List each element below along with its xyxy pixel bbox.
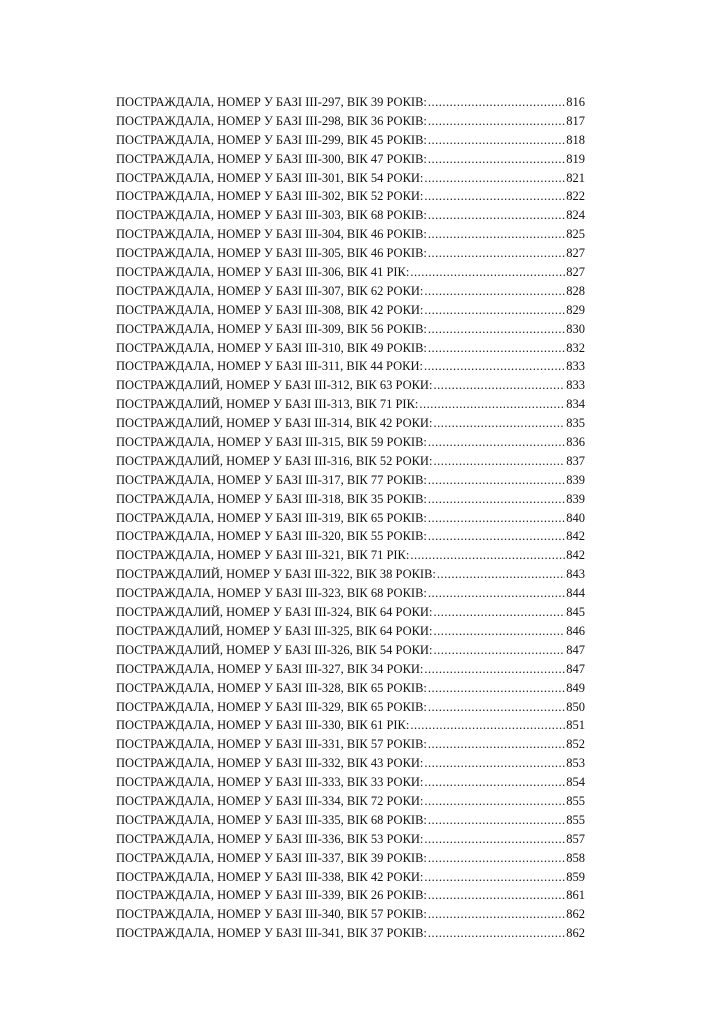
- toc-entry[interactable]: [116, 359, 585, 378]
- toc-page-number: 854: [566, 775, 585, 790]
- toc-dot-leader: [424, 832, 565, 847]
- toc-dot-leader: [428, 473, 565, 488]
- toc-dot-leader: [428, 851, 565, 866]
- toc-dot-leader: [428, 152, 565, 167]
- toc-page-number: 827: [566, 265, 585, 280]
- toc-entry-title: ПОСТРАЖДАЛИЙ, НОМЕР У БАЗІ ІІІ-322, ВІК 38 РОКІВ:: [116, 567, 436, 582]
- toc-dot-leader: [424, 662, 565, 677]
- toc-dot-leader: [424, 359, 565, 374]
- toc-dot-leader: [424, 756, 565, 771]
- toc-entry[interactable]: [116, 246, 585, 265]
- toc-entry[interactable]: [116, 208, 585, 227]
- toc-entry-title: ПОСТРАЖДАЛА, НОМЕР У БАЗІ ІІІ-315, ВІК 59 РОКІВ:: [116, 435, 427, 450]
- toc-entry-title: ПОСТРАЖДАЛИЙ, НОМЕР У БАЗІ ІІІ-324, ВІК 64 РОКИ:: [116, 605, 433, 620]
- toc-dot-leader: [424, 870, 565, 885]
- toc-entry[interactable]: [116, 492, 585, 511]
- toc-entry[interactable]: [116, 794, 585, 813]
- toc-dot-leader: [428, 227, 565, 242]
- toc-entry-title: ПОСТРАЖДАЛА, НОМЕР У БАЗІ ІІІ-307, ВІК 62 РОКИ:: [116, 283, 424, 298]
- toc-dot-leader: [428, 926, 565, 941]
- toc-entry[interactable]: [116, 756, 585, 775]
- toc-page-number: 842: [566, 529, 585, 544]
- toc-entry-title: ПОСТРАЖДАЛИЙ, НОМЕР У БАЗІ ІІІ-312, ВІК 63 РОКИ:: [116, 378, 433, 393]
- toc-page-number: 832: [566, 340, 585, 355]
- toc-dot-leader: [428, 322, 565, 337]
- toc-entry-title: ПОСТРАЖДАЛА, НОМЕР У БАЗІ ІІІ-336, ВІК 53 РОКИ:: [116, 831, 424, 846]
- toc-dot-leader: [437, 567, 565, 582]
- toc-entry-title: ПОСТРАЖДАЛА, НОМЕР У БАЗІ ІІІ-304, ВІК 46 РОКІВ:: [116, 227, 427, 242]
- toc-dot-leader: [433, 454, 565, 469]
- toc-entry[interactable]: [116, 775, 585, 794]
- toc-entry-title: ПОСТРАЖДАЛА, НОМЕР У БАЗІ ІІІ-331, ВІК 57 РОКІВ:: [116, 737, 427, 752]
- toc-page-number: 830: [566, 321, 585, 336]
- table-of-contents: [116, 95, 585, 945]
- toc-entry[interactable]: [116, 700, 585, 719]
- toc-entry-title: ПОСТРАЖДАЛИЙ, НОМЕР У БАЗІ ІІІ-325, ВІК 64 РОКИ:: [116, 623, 433, 638]
- toc-dot-leader: [428, 246, 565, 261]
- toc-entry[interactable]: [116, 737, 585, 756]
- toc-page-number: 836: [566, 435, 585, 450]
- toc-dot-leader: [428, 529, 565, 544]
- toc-entry[interactable]: [116, 870, 585, 889]
- toc-page-number: 843: [566, 567, 585, 582]
- toc-entry[interactable]: [116, 435, 585, 454]
- toc-entry-title: ПОСТРАЖДАЛИЙ, НОМЕР У БАЗІ ІІІ-326, ВІК 54 РОКИ:: [116, 642, 433, 657]
- toc-page-number: 833: [566, 378, 585, 393]
- toc-entry-title: ПОСТРАЖДАЛА, НОМЕР У БАЗІ ІІІ-302, ВІК 52 РОКИ:: [116, 189, 424, 204]
- toc-page-number: 840: [566, 510, 585, 525]
- toc-entry-title: ПОСТРАЖДАЛА, НОМЕР У БАЗІ ІІІ-305, ВІК 46 РОКІВ:: [116, 246, 427, 261]
- toc-entry-title: ПОСТРАЖДАЛА, НОМЕР У БАЗІ ІІІ-319, ВІК 65 РОКІВ:: [116, 510, 427, 525]
- toc-entry[interactable]: [116, 586, 585, 605]
- toc-entry[interactable]: [116, 227, 585, 246]
- toc-entry[interactable]: [116, 303, 585, 322]
- toc-entry-title: ПОСТРАЖДАЛА, НОМЕР У БАЗІ ІІІ-335, ВІК 68 РОКІВ:: [116, 812, 427, 827]
- toc-page-number: 824: [566, 208, 585, 223]
- toc-entry[interactable]: [116, 605, 585, 624]
- toc-page-number: 855: [566, 812, 585, 827]
- toc-entry-title: ПОСТРАЖДАЛА, НОМЕР У БАЗІ ІІІ-341, ВІК 37 РОКІВ:: [116, 926, 427, 941]
- toc-entry-title: ПОСТРАЖДАЛА, НОМЕР У БАЗІ ІІІ-297, ВІК 39 РОКІВ:: [116, 95, 427, 109]
- toc-page-number: 839: [566, 491, 585, 506]
- toc-entry[interactable]: [116, 95, 585, 114]
- toc-entry-title: ПОСТРАЖДАЛА, НОМЕР У БАЗІ ІІІ-337, ВІК 39 РОКІВ:: [116, 850, 427, 865]
- toc-page-number: 819: [566, 151, 585, 166]
- toc-entry-title: ПОСТРАЖДАЛА, НОМЕР У БАЗІ ІІІ-310, ВІК 49 РОКІВ:: [116, 340, 427, 355]
- toc-page-number: 862: [566, 907, 585, 922]
- toc-entry[interactable]: [116, 643, 585, 662]
- toc-page-number: 846: [566, 623, 585, 638]
- toc-entry[interactable]: [116, 397, 585, 416]
- toc-page-number: 818: [566, 132, 585, 147]
- toc-page-number: 862: [566, 926, 585, 941]
- toc-page-number: 847: [566, 642, 585, 657]
- toc-entry[interactable]: [116, 473, 585, 492]
- toc-page-number: 833: [566, 359, 585, 374]
- toc-entry-title: ПОСТРАЖДАЛА, НОМЕР У БАЗІ ІІІ-318, ВІК 35 РОКІВ:: [116, 491, 427, 506]
- toc-entry-title: ПОСТРАЖДАЛА, НОМЕР У БАЗІ ІІІ-311, ВІК 44 РОКИ:: [116, 359, 423, 374]
- toc-entry-title: ПОСТРАЖДАЛА, НОМЕР У БАЗІ ІІІ-317, ВІК 77 РОКІВ:: [116, 472, 427, 487]
- toc-page-number: 858: [566, 850, 585, 865]
- toc-page-number: 850: [566, 699, 585, 714]
- toc-dot-leader: [433, 378, 565, 393]
- toc-page-number: 847: [566, 661, 585, 676]
- toc-entry-title: ПОСТРАЖДАЛА, НОМЕР У БАЗІ ІІІ-339, ВІК 26 РОКІВ:: [116, 888, 427, 903]
- toc-dot-leader: [419, 397, 565, 412]
- toc-entry[interactable]: [116, 926, 585, 945]
- toc-entry-title: ПОСТРАЖДАЛА, НОМЕР У БАЗІ ІІІ-327, ВІК 34 РОКИ:: [116, 661, 424, 676]
- toc-entry[interactable]: [116, 681, 585, 700]
- toc-dot-leader: [424, 303, 565, 318]
- toc-page-number: 859: [566, 869, 585, 884]
- toc-dot-leader: [424, 284, 565, 299]
- toc-entry-title: ПОСТРАЖДАЛА, НОМЕР У БАЗІ ІІІ-321, ВІК 71 РІК:: [116, 548, 410, 563]
- toc-entry-title: ПОСТРАЖДАЛА, НОМЕР У БАЗІ ІІІ-340, ВІК 57 РОКІВ:: [116, 907, 427, 922]
- toc-entry[interactable]: [116, 662, 585, 681]
- toc-dot-leader: [428, 435, 565, 450]
- toc-page-number: 816: [566, 95, 585, 109]
- toc-entry-title: ПОСТРАЖДАЛА, НОМЕР У БАЗІ ІІІ-333, ВІК 33 РОКИ:: [116, 775, 424, 790]
- toc-entry[interactable]: [116, 152, 585, 171]
- toc-dot-leader: [428, 114, 565, 129]
- toc-page-number: 828: [566, 283, 585, 298]
- toc-dot-leader: [428, 888, 565, 903]
- toc-page-number: 829: [566, 302, 585, 317]
- toc-dot-leader: [428, 586, 565, 601]
- toc-page-number: 817: [566, 113, 585, 128]
- toc-page-number: 839: [566, 472, 585, 487]
- toc-dot-leader: [428, 813, 565, 828]
- toc-entry-title: ПОСТРАЖДАЛА, НОМЕР У БАЗІ ІІІ-334, ВІК 72 РОКИ:: [116, 793, 424, 808]
- toc-entry[interactable]: [116, 322, 585, 341]
- toc-entry[interactable]: [116, 454, 585, 473]
- toc-entry[interactable]: [116, 832, 585, 851]
- toc-page-number: 849: [566, 680, 585, 695]
- toc-entry[interactable]: [116, 624, 585, 643]
- toc-entry[interactable]: [116, 718, 585, 737]
- toc-dot-leader: [424, 189, 565, 204]
- toc-dot-leader: [428, 737, 565, 752]
- toc-page-number: 835: [566, 416, 585, 431]
- toc-entry-title: ПОСТРАЖДАЛА, НОМЕР У БАЗІ ІІІ-332, ВІК 43 РОКИ:: [116, 756, 424, 771]
- toc-entry-title: ПОСТРАЖДАЛИЙ, НОМЕР У БАЗІ ІІІ-314, ВІК 42 РОКИ:: [116, 416, 433, 431]
- toc-entry-title: ПОСТРАЖДАЛА, НОМЕР У БАЗІ ІІІ-329, ВІК 65 РОКІВ:: [116, 699, 427, 714]
- toc-dot-leader: [428, 907, 565, 922]
- toc-entry-title: ПОСТРАЖДАЛА, НОМЕР У БАЗІ ІІІ-308, ВІК 42 РОКИ:: [116, 302, 424, 317]
- toc-page-number: 844: [566, 586, 585, 601]
- toc-dot-leader: [428, 681, 565, 696]
- toc-page-number: 842: [566, 548, 585, 563]
- toc-dot-leader: [424, 794, 565, 809]
- toc-entry-title: ПОСТРАЖДАЛА, НОМЕР У БАЗІ ІІІ-328, ВІК 65 РОКІВ:: [116, 680, 427, 695]
- toc-entry-title: ПОСТРАЖДАЛА, НОМЕР У БАЗІ ІІІ-299, ВІК 45 РОКІВ:: [116, 132, 427, 147]
- toc-entry[interactable]: [116, 189, 585, 208]
- toc-page-number: 855: [566, 793, 585, 808]
- toc-entry-title: ПОСТРАЖДАЛА, НОМЕР У БАЗІ ІІІ-300, ВІК 47 РОКІВ:: [116, 151, 427, 166]
- toc-page-number: 852: [566, 737, 585, 752]
- toc-entry[interactable]: [116, 284, 585, 303]
- toc-page-number: 827: [566, 246, 585, 261]
- toc-page-number: 853: [566, 756, 585, 771]
- toc-page-number: 845: [566, 605, 585, 620]
- toc-page-number: 821: [566, 170, 585, 185]
- toc-entry[interactable]: [116, 265, 585, 284]
- toc-dot-leader: [410, 548, 565, 563]
- toc-dot-leader: [433, 624, 565, 639]
- toc-dot-leader: [428, 133, 565, 148]
- toc-entry-title: ПОСТРАЖДАЛИЙ, НОМЕР У БАЗІ ІІІ-313, ВІК 71 РІК:: [116, 397, 419, 412]
- toc-page-number: 851: [566, 718, 585, 733]
- toc-page-number: 822: [566, 189, 585, 204]
- toc-dot-leader: [424, 171, 565, 186]
- toc-page-number: 834: [566, 397, 585, 412]
- toc-dot-leader: [433, 416, 565, 431]
- toc-entry[interactable]: [116, 133, 585, 152]
- toc-entry-title: ПОСТРАЖДАЛА, НОМЕР У БАЗІ ІІІ-306, ВІК 41 РІК:: [116, 265, 410, 280]
- toc-entry[interactable]: [116, 813, 585, 832]
- toc-page-number: 861: [566, 888, 585, 903]
- toc-entry[interactable]: [116, 378, 585, 397]
- toc-entry[interactable]: [116, 341, 585, 360]
- toc-entry-title: ПОСТРАЖДАЛА, НОМЕР У БАЗІ ІІІ-330, ВІК 61 РІК:: [116, 718, 410, 733]
- toc-dot-leader: [424, 775, 565, 790]
- toc-page-number: 837: [566, 453, 585, 468]
- toc-entry[interactable]: [116, 567, 585, 586]
- toc-entry-title: ПОСТРАЖДАЛА, НОМЕР У БАЗІ ІІІ-320, ВІК 55 РОКІВ:: [116, 529, 427, 544]
- toc-dot-leader: [433, 605, 565, 620]
- toc-page-number: 825: [566, 227, 585, 242]
- toc-entry[interactable]: [116, 511, 585, 530]
- toc-entry[interactable]: [116, 548, 585, 567]
- toc-entry-title: ПОСТРАЖДАЛА, НОМЕР У БАЗІ ІІІ-301, ВІК 54 РОКИ:: [116, 170, 424, 185]
- toc-entry-title: ПОСТРАЖДАЛА, НОМЕР У БАЗІ ІІІ-338, ВІК 42 РОКИ:: [116, 869, 424, 884]
- toc-entry[interactable]: [116, 851, 585, 870]
- toc-entry[interactable]: [116, 114, 585, 133]
- toc-dot-leader: [428, 208, 565, 223]
- toc-entry[interactable]: [116, 907, 585, 926]
- toc-entry-title: ПОСТРАЖДАЛИЙ, НОМЕР У БАЗІ ІІІ-316, ВІК 52 РОКИ:: [116, 453, 433, 468]
- toc-dot-leader: [428, 511, 565, 526]
- toc-dot-leader: [428, 341, 565, 356]
- toc-entry[interactable]: [116, 888, 585, 907]
- toc-entry[interactable]: [116, 529, 585, 548]
- toc-dot-leader: [428, 700, 565, 715]
- toc-entry-title: ПОСТРАЖДАЛА, НОМЕР У БАЗІ ІІІ-298, ВІК 36 РОКІВ:: [116, 113, 427, 128]
- toc-dot-leader: [433, 643, 565, 658]
- toc-page-number: 857: [566, 831, 585, 846]
- toc-entry-title: ПОСТРАЖДАЛА, НОМЕР У БАЗІ ІІІ-303, ВІК 68 РОКІВ:: [116, 208, 427, 223]
- toc-entry[interactable]: [116, 416, 585, 435]
- toc-entry-title: ПОСТРАЖДАЛА, НОМЕР У БАЗІ ІІІ-309, ВІК 56 РОКІВ:: [116, 321, 427, 336]
- toc-dot-leader: [410, 718, 565, 733]
- toc-entry-title: ПОСТРАЖДАЛА, НОМЕР У БАЗІ ІІІ-323, ВІК 68 РОКІВ:: [116, 586, 427, 601]
- toc-dot-leader: [428, 492, 565, 507]
- toc-dot-leader: [410, 265, 565, 280]
- toc-entry[interactable]: [116, 171, 585, 190]
- toc-dot-leader: [428, 95, 565, 110]
